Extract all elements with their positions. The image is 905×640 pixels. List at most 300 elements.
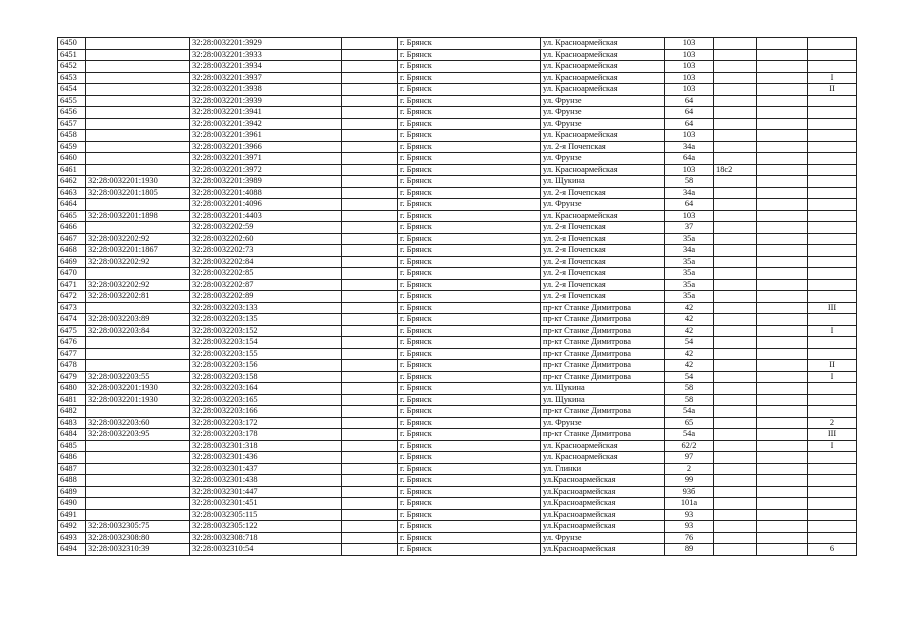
note-cell	[808, 256, 857, 268]
previous-number-cell	[86, 475, 190, 487]
letter-cell	[714, 406, 757, 418]
house-cell: 101а	[665, 498, 714, 510]
row-number-cell: 6477	[58, 348, 86, 360]
city-cell: г. Брянск	[398, 279, 541, 291]
row-number-cell: 6482	[58, 406, 86, 418]
note-cell	[808, 463, 857, 475]
empty-cell	[757, 130, 808, 142]
previous-number-cell: 32:28:0032203:89	[86, 314, 190, 326]
city-cell: г. Брянск	[398, 440, 541, 452]
letter-cell	[714, 337, 757, 349]
empty-cell	[342, 521, 398, 533]
city-cell: г. Брянск	[398, 268, 541, 280]
table-row	[58, 486, 857, 498]
house-cell: 64	[665, 118, 714, 130]
empty-cell	[342, 176, 398, 188]
empty-cell	[757, 107, 808, 119]
note-cell	[808, 314, 857, 326]
table-row	[58, 256, 857, 268]
empty-cell	[757, 268, 808, 280]
street-cell: ул. 2-я Почепская	[541, 187, 665, 199]
cadastral-number-cell: 32:28:0032201:3937	[190, 72, 342, 84]
empty-cell	[342, 107, 398, 119]
row-number-cell: 6472	[58, 291, 86, 303]
note-cell	[808, 210, 857, 222]
city-cell: г. Брянск	[398, 118, 541, 130]
letter-cell	[714, 509, 757, 521]
street-cell: ул.Красноармейская	[541, 544, 665, 556]
empty-cell	[342, 371, 398, 383]
letter-cell	[714, 360, 757, 372]
house-cell: 76	[665, 532, 714, 544]
row-number-cell: 6454	[58, 84, 86, 96]
street-cell: пр-кт Станке Димитрова	[541, 325, 665, 337]
note-cell	[808, 521, 857, 533]
empty-cell	[757, 279, 808, 291]
letter-cell: 18с2	[714, 164, 757, 176]
previous-number-cell: 32:28:0032203:84	[86, 325, 190, 337]
house-cell: 35а	[665, 279, 714, 291]
city-cell: г. Брянск	[398, 245, 541, 257]
city-cell: г. Брянск	[398, 360, 541, 372]
empty-cell	[342, 498, 398, 510]
row-number-cell: 6463	[58, 187, 86, 199]
note-cell	[808, 107, 857, 119]
city-cell: г. Брянск	[398, 187, 541, 199]
previous-number-cell: 32:28:0032201:1930	[86, 383, 190, 395]
row-number-cell: 6451	[58, 49, 86, 61]
cadastral-number-cell: 32:28:0032203:155	[190, 348, 342, 360]
row-number-cell: 6494	[58, 544, 86, 556]
house-cell: 65	[665, 417, 714, 429]
cadastral-number-cell: 32:28:0032201:3929	[190, 38, 342, 50]
cadastral-number-cell: 32:28:0032201:3971	[190, 153, 342, 165]
street-cell: ул.Красноармейская	[541, 509, 665, 521]
row-number-cell: 6491	[58, 509, 86, 521]
empty-cell	[757, 61, 808, 73]
house-cell: 54	[665, 337, 714, 349]
letter-cell	[714, 302, 757, 314]
note-cell	[808, 383, 857, 395]
street-cell: ул. 2-я Почепская	[541, 268, 665, 280]
empty-cell	[757, 371, 808, 383]
note-cell: II	[808, 360, 857, 372]
cadastral-number-cell: 32:28:0032202:89	[190, 291, 342, 303]
table-row	[58, 153, 857, 165]
letter-cell	[714, 544, 757, 556]
city-cell: г. Брянск	[398, 532, 541, 544]
note-cell	[808, 509, 857, 521]
house-cell: 34а	[665, 141, 714, 153]
note-cell	[808, 199, 857, 211]
street-cell: ул. Щукина	[541, 394, 665, 406]
cadastral-number-cell: 32:28:0032202:84	[190, 256, 342, 268]
cadastral-number-cell: 32:28:0032202:73	[190, 245, 342, 257]
letter-cell	[714, 141, 757, 153]
note-cell	[808, 291, 857, 303]
note-cell	[808, 475, 857, 487]
letter-cell	[714, 84, 757, 96]
empty-cell	[342, 84, 398, 96]
street-cell: ул.Красноармейская	[541, 521, 665, 533]
empty-cell	[342, 199, 398, 211]
table-row	[58, 325, 857, 337]
cadastral-number-cell: 32:28:0032301:438	[190, 475, 342, 487]
previous-number-cell	[86, 452, 190, 464]
table-row	[58, 222, 857, 234]
street-cell: пр-кт Станке Димитрова	[541, 371, 665, 383]
letter-cell	[714, 532, 757, 544]
empty-cell	[342, 452, 398, 464]
letter-cell	[714, 314, 757, 326]
house-cell: 89	[665, 544, 714, 556]
previous-number-cell	[86, 406, 190, 418]
street-cell: ул. Красноармейская	[541, 49, 665, 61]
cadastral-number-cell: 32:28:0032201:3972	[190, 164, 342, 176]
note-cell: III	[808, 302, 857, 314]
cadastral-number-cell: 32:28:0032301:451	[190, 498, 342, 510]
previous-number-cell	[86, 337, 190, 349]
table-row	[58, 509, 857, 521]
note-cell	[808, 245, 857, 257]
row-number-cell: 6471	[58, 279, 86, 291]
empty-cell	[342, 118, 398, 130]
note-cell	[808, 61, 857, 73]
empty-cell	[757, 49, 808, 61]
street-cell: ул. Красноармейская	[541, 210, 665, 222]
previous-number-cell	[86, 440, 190, 452]
street-cell: ул. Красноармейская	[541, 84, 665, 96]
previous-number-cell	[86, 486, 190, 498]
table-row	[58, 38, 857, 50]
row-number-cell: 6462	[58, 176, 86, 188]
table-row	[58, 544, 857, 556]
empty-cell	[757, 210, 808, 222]
table-row	[58, 498, 857, 510]
letter-cell	[714, 325, 757, 337]
table-row	[58, 291, 857, 303]
empty-cell	[757, 256, 808, 268]
note-cell	[808, 153, 857, 165]
note-cell: I	[808, 325, 857, 337]
table-row	[58, 84, 857, 96]
cadastral-number-cell: 32:28:0032203:156	[190, 360, 342, 372]
city-cell: г. Брянск	[398, 544, 541, 556]
row-number-cell: 6486	[58, 452, 86, 464]
row-number-cell: 6484	[58, 429, 86, 441]
street-cell: ул. Красноармейская	[541, 61, 665, 73]
house-cell: 34а	[665, 187, 714, 199]
note-cell: 6	[808, 544, 857, 556]
letter-cell	[714, 49, 757, 61]
empty-cell	[757, 222, 808, 234]
table-row	[58, 268, 857, 280]
empty-cell	[342, 95, 398, 107]
letter-cell	[714, 452, 757, 464]
table-row	[58, 49, 857, 61]
city-cell: г. Брянск	[398, 199, 541, 211]
house-cell: 93б	[665, 486, 714, 498]
street-cell: пр-кт Станке Димитрова	[541, 314, 665, 326]
house-cell: 58	[665, 176, 714, 188]
previous-number-cell	[86, 49, 190, 61]
previous-number-cell: 32:28:0032202:92	[86, 279, 190, 291]
table-row	[58, 72, 857, 84]
house-cell: 54а	[665, 429, 714, 441]
note-cell	[808, 49, 857, 61]
previous-number-cell	[86, 141, 190, 153]
house-cell: 54а	[665, 406, 714, 418]
note-cell	[808, 486, 857, 498]
empty-cell	[757, 509, 808, 521]
city-cell: г. Брянск	[398, 406, 541, 418]
street-cell: ул. Фрунзе	[541, 118, 665, 130]
house-cell: 35а	[665, 291, 714, 303]
house-cell: 93	[665, 521, 714, 533]
street-cell: ул. Фрунзе	[541, 95, 665, 107]
cadastral-number-cell: 32:28:0032202:59	[190, 222, 342, 234]
empty-cell	[757, 141, 808, 153]
city-cell: г. Брянск	[398, 509, 541, 521]
house-cell: 64а	[665, 153, 714, 165]
letter-cell	[714, 486, 757, 498]
house-cell: 42	[665, 360, 714, 372]
note-cell: I	[808, 72, 857, 84]
row-number-cell: 6480	[58, 383, 86, 395]
empty-cell	[342, 406, 398, 418]
table-body	[58, 38, 857, 556]
empty-cell	[757, 153, 808, 165]
cadastral-number-cell: 32:28:0032201:3989	[190, 176, 342, 188]
cadastral-number-cell: 32:28:0032202:87	[190, 279, 342, 291]
table-row	[58, 130, 857, 142]
note-cell	[808, 222, 857, 234]
empty-cell	[757, 72, 808, 84]
row-number-cell: 6450	[58, 38, 86, 50]
note-cell	[808, 187, 857, 199]
note-cell	[808, 337, 857, 349]
row-number-cell: 6489	[58, 486, 86, 498]
empty-cell	[757, 302, 808, 314]
house-cell: 99	[665, 475, 714, 487]
row-number-cell: 6459	[58, 141, 86, 153]
table-row	[58, 279, 857, 291]
empty-cell	[757, 337, 808, 349]
city-cell: г. Брянск	[398, 222, 541, 234]
cadastral-number-cell: 32:28:0032201:3938	[190, 84, 342, 96]
table-row	[58, 360, 857, 372]
house-cell: 103	[665, 72, 714, 84]
city-cell: г. Брянск	[398, 84, 541, 96]
previous-number-cell: 32:28:0032202:92	[86, 233, 190, 245]
cadastral-number-cell: 32:28:0032201:3934	[190, 61, 342, 73]
table-row	[58, 337, 857, 349]
row-number-cell: 6460	[58, 153, 86, 165]
empty-cell	[757, 325, 808, 337]
city-cell: г. Брянск	[398, 475, 541, 487]
previous-number-cell: 32:28:0032201:1805	[86, 187, 190, 199]
letter-cell	[714, 268, 757, 280]
table-row	[58, 118, 857, 130]
city-cell: г. Брянск	[398, 210, 541, 222]
row-number-cell: 6485	[58, 440, 86, 452]
house-cell: 58	[665, 383, 714, 395]
empty-cell	[757, 498, 808, 510]
letter-cell	[714, 371, 757, 383]
empty-cell	[342, 210, 398, 222]
house-cell: 42	[665, 325, 714, 337]
row-number-cell: 6458	[58, 130, 86, 142]
house-cell: 35а	[665, 233, 714, 245]
empty-cell	[342, 38, 398, 50]
empty-cell	[757, 348, 808, 360]
row-number-cell: 6455	[58, 95, 86, 107]
previous-number-cell	[86, 118, 190, 130]
letter-cell	[714, 383, 757, 395]
cadastral-number-cell: 32:28:0032201:4403	[190, 210, 342, 222]
street-cell: ул. Красноармейская	[541, 130, 665, 142]
street-cell: ул.Красноармейская	[541, 486, 665, 498]
row-number-cell: 6483	[58, 417, 86, 429]
house-cell: 42	[665, 302, 714, 314]
row-number-cell: 6474	[58, 314, 86, 326]
cadastral-number-cell: 32:28:0032305:122	[190, 521, 342, 533]
row-number-cell: 6473	[58, 302, 86, 314]
empty-cell	[757, 84, 808, 96]
note-cell	[808, 532, 857, 544]
table-row	[58, 440, 857, 452]
letter-cell	[714, 245, 757, 257]
cadastral-number-cell: 32:28:0032305:115	[190, 509, 342, 521]
city-cell: г. Брянск	[398, 141, 541, 153]
row-number-cell: 6470	[58, 268, 86, 280]
empty-cell	[757, 314, 808, 326]
empty-cell	[757, 475, 808, 487]
row-number-cell: 6481	[58, 394, 86, 406]
previous-number-cell	[86, 61, 190, 73]
city-cell: г. Брянск	[398, 233, 541, 245]
row-number-cell: 6465	[58, 210, 86, 222]
street-cell: ул. Щукина	[541, 176, 665, 188]
street-cell: пр-кт Станке Димитрова	[541, 360, 665, 372]
previous-number-cell: 32:28:0032310:39	[86, 544, 190, 556]
previous-number-cell: 32:28:0032203:95	[86, 429, 190, 441]
letter-cell	[714, 521, 757, 533]
cadastral-number-cell: 32:28:0032308:718	[190, 532, 342, 544]
row-number-cell: 6475	[58, 325, 86, 337]
empty-cell	[757, 452, 808, 464]
table-row	[58, 233, 857, 245]
table-row	[58, 429, 857, 441]
previous-number-cell: 32:28:0032203:60	[86, 417, 190, 429]
previous-number-cell: 32:28:0032202:92	[86, 256, 190, 268]
table-row	[58, 210, 857, 222]
letter-cell	[714, 107, 757, 119]
street-cell: ул. Красноармейская	[541, 72, 665, 84]
note-cell	[808, 176, 857, 188]
empty-cell	[757, 118, 808, 130]
cadastral-number-cell: 32:28:0032301:447	[190, 486, 342, 498]
house-cell: 103	[665, 49, 714, 61]
note-cell	[808, 498, 857, 510]
city-cell: г. Брянск	[398, 371, 541, 383]
previous-number-cell	[86, 509, 190, 521]
street-cell: ул. Красноармейская	[541, 440, 665, 452]
cadastral-number-cell: 32:28:0032201:3966	[190, 141, 342, 153]
table-row	[58, 141, 857, 153]
cadastral-number-cell: 32:28:0032201:3933	[190, 49, 342, 61]
previous-number-cell	[86, 153, 190, 165]
street-cell: ул. Фрунзе	[541, 199, 665, 211]
note-cell	[808, 38, 857, 50]
city-cell: г. Брянск	[398, 348, 541, 360]
house-cell: 42	[665, 314, 714, 326]
street-cell: ул. 2-я Почепская	[541, 233, 665, 245]
table-row	[58, 61, 857, 73]
city-cell: г. Брянск	[398, 107, 541, 119]
row-number-cell: 6461	[58, 164, 86, 176]
city-cell: г. Брянск	[398, 314, 541, 326]
note-cell	[808, 452, 857, 464]
previous-number-cell	[86, 164, 190, 176]
cadastral-number-cell: 32:28:0032203:164	[190, 383, 342, 395]
house-cell: 64	[665, 95, 714, 107]
house-cell: 103	[665, 84, 714, 96]
note-cell: I	[808, 371, 857, 383]
city-cell: г. Брянск	[398, 38, 541, 50]
letter-cell	[714, 72, 757, 84]
empty-cell	[757, 521, 808, 533]
street-cell: ул. 2-я Почепская	[541, 141, 665, 153]
letter-cell	[714, 498, 757, 510]
empty-cell	[342, 72, 398, 84]
row-number-cell: 6479	[58, 371, 86, 383]
previous-number-cell: 32:28:0032203:55	[86, 371, 190, 383]
previous-number-cell	[86, 38, 190, 50]
note-cell	[808, 394, 857, 406]
letter-cell	[714, 38, 757, 50]
house-cell: 103	[665, 130, 714, 142]
row-number-cell: 6456	[58, 107, 86, 119]
letter-cell	[714, 95, 757, 107]
house-cell: 103	[665, 164, 714, 176]
empty-cell	[757, 394, 808, 406]
table-row	[58, 348, 857, 360]
house-cell: 35а	[665, 268, 714, 280]
empty-cell	[342, 486, 398, 498]
cadastral-number-cell: 32:28:0032202:85	[190, 268, 342, 280]
previous-number-cell	[86, 95, 190, 107]
empty-cell	[757, 544, 808, 556]
empty-cell	[342, 130, 398, 142]
city-cell: г. Брянск	[398, 325, 541, 337]
previous-number-cell: 32:28:0032201:1867	[86, 245, 190, 257]
city-cell: г. Брянск	[398, 498, 541, 510]
table-row	[58, 406, 857, 418]
street-cell: ул. Красноармейская	[541, 164, 665, 176]
cadastral-number-cell: 32:28:0032203:166	[190, 406, 342, 418]
city-cell: г. Брянск	[398, 49, 541, 61]
letter-cell	[714, 279, 757, 291]
table-row	[58, 532, 857, 544]
letter-cell	[714, 118, 757, 130]
cadastral-table	[57, 37, 857, 556]
city-cell: г. Брянск	[398, 61, 541, 73]
letter-cell	[714, 210, 757, 222]
row-number-cell: 6457	[58, 118, 86, 130]
table-row	[58, 452, 857, 464]
house-cell: 64	[665, 107, 714, 119]
